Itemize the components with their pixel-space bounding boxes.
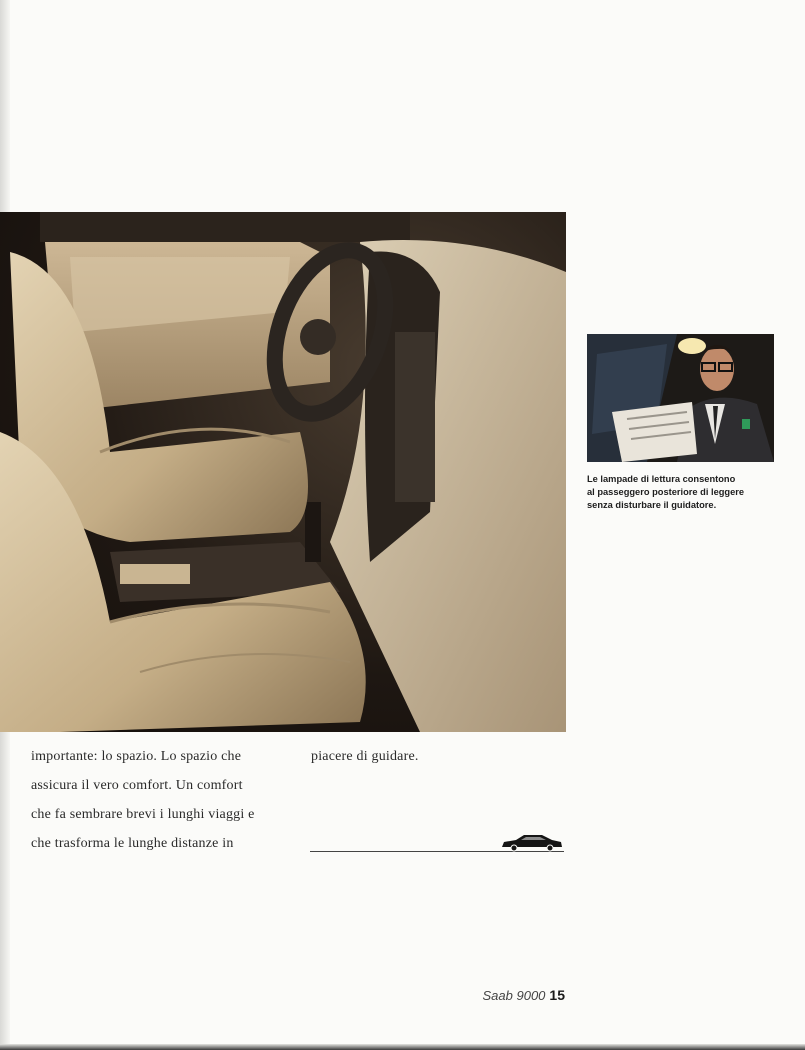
page-footer: [483, 987, 565, 1003]
caption-line: Le lampade di lettura consentono: [587, 474, 736, 484]
reading-passenger-photo: [587, 334, 774, 462]
text-line: che fa sembrare brevi i lunghi viaggi e: [31, 807, 255, 822]
text-line: che trasforma le lunghe distanze in: [31, 836, 234, 851]
text-line: assicura il vero comfort. Un comfort: [31, 778, 243, 793]
page-bottom-edge: [0, 1044, 805, 1050]
caption-line: al passeggero posteriore di leggere: [587, 487, 745, 497]
caption-line: senza disturbare il guidatore.: [587, 500, 717, 510]
text-line: importante: lo spazio. Lo spazio che: [31, 749, 242, 764]
body-text-column-2: [311, 742, 419, 771]
car-icon: [500, 832, 564, 852]
photo-caption: [587, 473, 777, 512]
body-text-column-1: [31, 742, 255, 858]
footer-brand: Saab 9000: [482, 988, 546, 1003]
page-number: 15: [549, 987, 565, 1003]
interior-photo: [0, 212, 566, 732]
text-line: piacere di guidare.: [311, 749, 419, 764]
